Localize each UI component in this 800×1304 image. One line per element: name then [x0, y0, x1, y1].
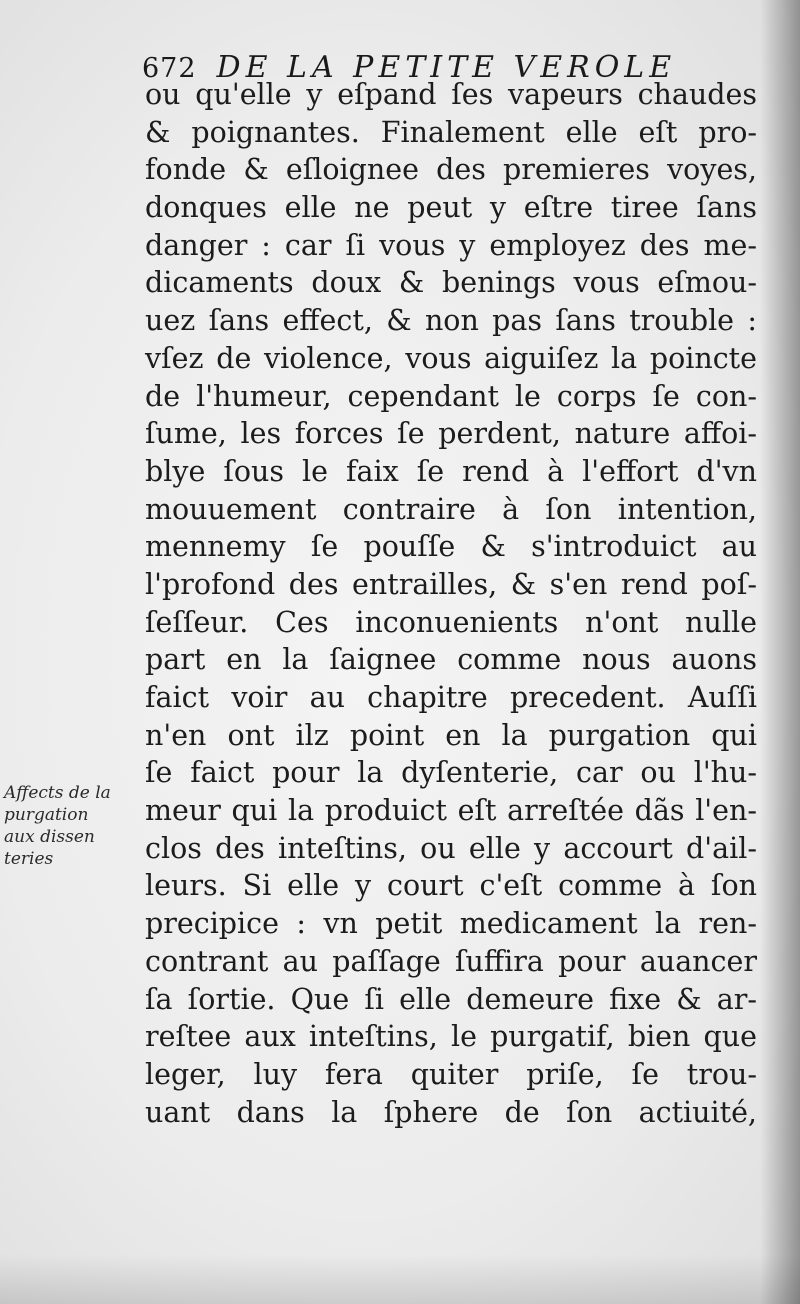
text-line: blye ſous le faix ſe rend à l'effort d'vn: [145, 454, 757, 488]
margin-note-line: aux dissen: [4, 827, 95, 847]
bottom-shadow: [0, 1254, 800, 1304]
text-line: clos des inteſtins, ou elle y accourt d'ail-: [145, 831, 757, 865]
text-line: precipice : vn petit medicament la ren-: [145, 907, 757, 941]
text-line: ſa ſortie. Que ſi elle demeure fixe & ar-: [145, 982, 757, 1016]
text-line: & poignantes. Finalement elle eſt pro-: [145, 115, 757, 149]
text-line: uez ſans effect, & non pas ſans trouble :: [145, 304, 757, 338]
text-line: ſe faict pour la dyſenterie, car ou l'hu-: [145, 756, 757, 790]
text-line: part en la ſaignee comme nous auons: [145, 643, 757, 677]
text-line: donques elle ne peut y eſtre tiree ſans: [145, 191, 757, 225]
margin-note-line: teries: [4, 849, 54, 869]
margin-note-line: purgation: [4, 805, 89, 825]
text-line: fonde & eſloignee des premieres voyes,: [145, 153, 757, 187]
text-line: leger, luy fera quiter priſe, ſe trou-: [145, 1057, 757, 1091]
text-line: l'profond des entrailles, & s'en rend poſ-: [145, 567, 757, 601]
text-line: leurs. Si elle y court c'eſt comme à ſon: [145, 869, 757, 903]
body-text: [145, 76, 757, 1131]
gutter-shadow: [760, 0, 800, 1304]
handwritten-margin-note: [4, 782, 144, 870]
text-line: vſez de violence, vous aiguiſez la poincte: [145, 341, 757, 375]
text-line: danger : car ſi vous y employez des me-: [145, 228, 757, 262]
text-line: ſeſſeur. Ces inconuenients n'ont nulle: [145, 605, 757, 639]
text-line: ou qu'elle y eſpand ſes vapeurs chaudes: [145, 78, 757, 111]
text-line: mennemy ſe pouſſe & s'introduict au: [145, 530, 757, 564]
text-line: contrant au paſſage ſuffira pour auancer: [145, 944, 757, 978]
text-line: de l'humeur, cependant le corps ſe con-: [145, 379, 757, 413]
text-line: faict voir au chapitre precedent. Auſſi: [145, 681, 757, 714]
text-line: meur qui la produict eſt arreſtée dãs l'en-: [145, 794, 757, 828]
text-line: uant dans la ſphere de ſon actiuité,: [145, 1095, 757, 1129]
running-head-title: DE LA PETITE VEROLE: [216, 50, 677, 85]
text-line: reſtee aux inteſtins, le purgatif, bien que: [145, 1020, 757, 1054]
text-line: n'en ont ilz point en la purgation qui: [145, 718, 757, 752]
text-line: ſume, les forces ſe perdent, nature affoi-: [145, 417, 757, 451]
text-line: mouuement contraire à ſon intention,: [145, 492, 757, 526]
text-line: dicaments doux & benings vous eſmou-: [145, 266, 757, 300]
page-number: 672: [142, 53, 197, 84]
margin-note-line: Affects de la: [4, 783, 111, 803]
